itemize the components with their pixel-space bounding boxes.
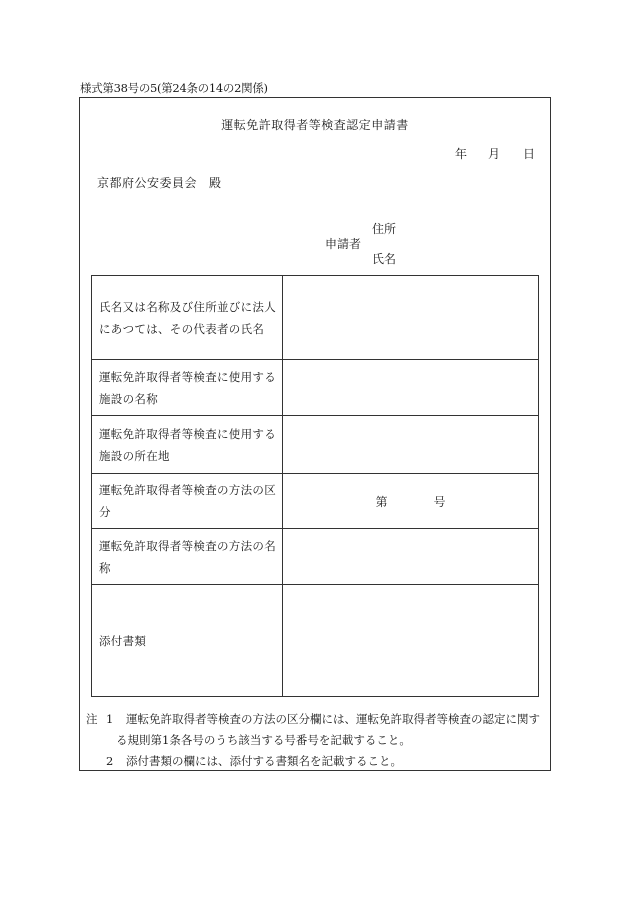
row-value-attachments[interactable] bbox=[283, 585, 539, 697]
applicant-name-label: 氏名 bbox=[372, 252, 397, 266]
table-row bbox=[92, 529, 539, 585]
applicant-address-label: 住所 bbox=[372, 222, 397, 236]
row-label-applicant-name: 氏名又は名称及び住所並びに法人にあつては、その代表者の氏名 bbox=[92, 276, 283, 360]
table-row bbox=[92, 416, 539, 474]
note-number: 1 bbox=[106, 712, 114, 726]
row-value-facility-location[interactable] bbox=[283, 416, 539, 474]
date-year: 年 bbox=[455, 147, 468, 161]
method-category-suffix: 号 bbox=[433, 494, 446, 509]
row-label-attachments: 添付書類 bbox=[92, 585, 283, 697]
notes-heading: 注 bbox=[86, 712, 98, 726]
date-day: 日 bbox=[523, 147, 536, 161]
form-title: 運転免許取得者等検査認定申請書 bbox=[221, 118, 409, 132]
addressee bbox=[97, 174, 222, 191]
table-row bbox=[92, 474, 539, 529]
note-text: 添付書類の欄には、添付する書類名を記載すること。 bbox=[126, 754, 402, 768]
note-item bbox=[86, 709, 548, 730]
table-row bbox=[92, 276, 539, 360]
method-category-prefix: 第 bbox=[375, 494, 388, 509]
row-label-method-category: 運転免許取得者等検査の方法の区分 bbox=[92, 474, 283, 529]
application-details-table bbox=[91, 275, 539, 697]
note-text: 運転免許取得者等検査の方法の区分欄には、運転免許取得者等検査の認定に関す bbox=[126, 712, 540, 726]
row-value-facility-name[interactable] bbox=[283, 360, 539, 416]
table-row bbox=[92, 360, 539, 416]
note-item bbox=[86, 751, 548, 772]
note-number: 2 bbox=[106, 754, 114, 768]
applicant-label: 申請者 bbox=[325, 237, 362, 251]
addressee-name: 京都府公安委員会 bbox=[97, 176, 198, 190]
addressee-honorific: 殿 bbox=[209, 176, 222, 190]
row-value-method-category[interactable] bbox=[283, 474, 539, 529]
table-row bbox=[92, 585, 539, 697]
row-value-method-name[interactable] bbox=[283, 529, 539, 585]
date-month: 月 bbox=[488, 147, 501, 161]
row-value-applicant-name[interactable] bbox=[283, 276, 539, 360]
row-label-facility-name: 運転免許取得者等検査に使用する施設の名称 bbox=[92, 360, 283, 416]
row-label-facility-location: 運転免許取得者等検査に使用する施設の所在地 bbox=[92, 416, 283, 474]
row-label-method-name: 運転免許取得者等検査の方法の名称 bbox=[92, 529, 283, 585]
form-number: 様式第38号の5(第24条の14の2関係) bbox=[80, 81, 268, 95]
notes bbox=[86, 709, 548, 772]
note-text-continued: る規則第1条各号のうち該当する号番号を記載すること。 bbox=[116, 733, 411, 747]
